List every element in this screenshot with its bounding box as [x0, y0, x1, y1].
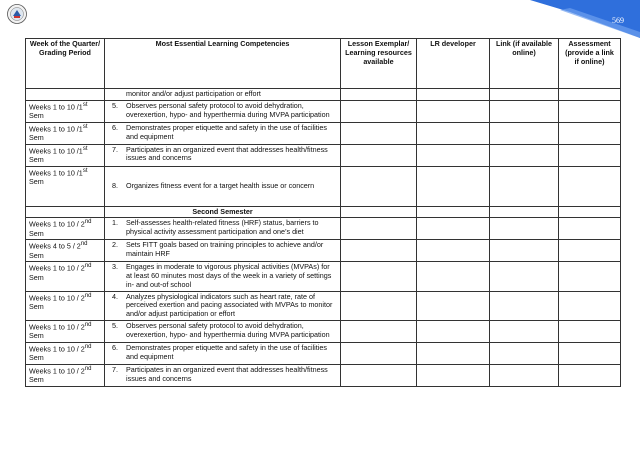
week-cell: Weeks 1 to 10 / 2nd Sem [26, 342, 105, 364]
week-cell: Weeks 1 to 10 / 2nd Sem [26, 262, 105, 291]
competency-cell: 7. Participates in an organized event that addresses health/fitness issues and concerns [105, 144, 341, 166]
competency-cell: 8. Organizes fitness event for a target health issue or concern [105, 166, 341, 206]
table-row [26, 144, 621, 166]
table-row [26, 321, 621, 343]
table-row [26, 89, 621, 101]
header-competencies: Most Essential Learning Competencies [105, 39, 341, 89]
week-cell [26, 89, 105, 101]
week-cell: Weeks 1 to 10 /1st Sem [26, 122, 105, 144]
header-week: Week of the Quarter/ Grading Period [26, 39, 105, 89]
deped-seal-logo [7, 4, 27, 24]
header-link: Link (if available online) [490, 39, 559, 89]
week-cell: Weeks 1 to 10 /1st Sem [26, 100, 105, 122]
header-assessment: Assessment (provide a link if online) [559, 39, 621, 89]
competency-cell: 2. Sets FITT goals based on training principles to achieve and/or maintain HRF [105, 240, 341, 262]
competency-cell: 4. Analyzes physiological indicators such as heart rate, rate of perceived exertion and pacing associated with MVPAs to monitor and/or adjust participation or effort [105, 291, 341, 320]
week-cell: Weeks 4 to 5 / 2nd Sem [26, 240, 105, 262]
table-row [26, 166, 621, 206]
semester-heading: Second Semester [105, 206, 341, 218]
table-row [26, 240, 621, 262]
week-cell: Weeks 1 to 10 / 2nd Sem [26, 321, 105, 343]
table-row [26, 291, 621, 320]
competency-cell: 5. Observes personal safety protocol to avoid dehydration, overexertion, hypo- and hyperthermia during MVPA participation [105, 321, 341, 343]
table-row [26, 364, 621, 386]
header-exemplar: Lesson Exemplar/ Learning resources available [341, 39, 417, 89]
competency-cell: 6. Demonstrates proper etiquette and safety in the use of facilities and equipment [105, 342, 341, 364]
table-row [26, 100, 621, 122]
competency-cell: 6. Demonstrates proper etiquette and safety in the use of facilities and equipment [105, 122, 341, 144]
table-row [26, 218, 621, 240]
table-row [26, 342, 621, 364]
week-cell: Weeks 1 to 10 / 2nd Sem [26, 218, 105, 240]
melc-table [25, 38, 621, 387]
competency-cell: 1. Self-assesses health-related fitness (HRF) status, barriers to physical activity assessment participation and one’s diet [105, 218, 341, 240]
header-lr-developer: LR developer [417, 39, 490, 89]
table-row [26, 262, 621, 291]
week-cell: Weeks 1 to 10 / 2nd Sem [26, 364, 105, 386]
competency-cell: 5. Observes personal safety protocol to avoid dehydration, overexertion, hypo- and hyperthermia during MVPA participation [105, 100, 341, 122]
table-row [26, 122, 621, 144]
competency-cell: 7. Participates in an organized event that addresses health/fitness issues and concerns [105, 364, 341, 386]
competency-cell: monitor and/or adjust participation or effort [105, 89, 341, 101]
week-cell: Weeks 1 to 10 / 2nd Sem [26, 291, 105, 320]
competency-cell: 3. Engages in moderate to vigorous physical activities (MVPAs) for at least 60 minutes most days of the week in a variety of settings in- and out-of school [105, 262, 341, 291]
page-number: 569 [612, 16, 624, 25]
week-cell: Weeks 1 to 10 /1st Sem [26, 144, 105, 166]
week-cell: Weeks 1 to 10 /1st Sem [26, 166, 105, 206]
semester-heading-row [26, 206, 621, 218]
